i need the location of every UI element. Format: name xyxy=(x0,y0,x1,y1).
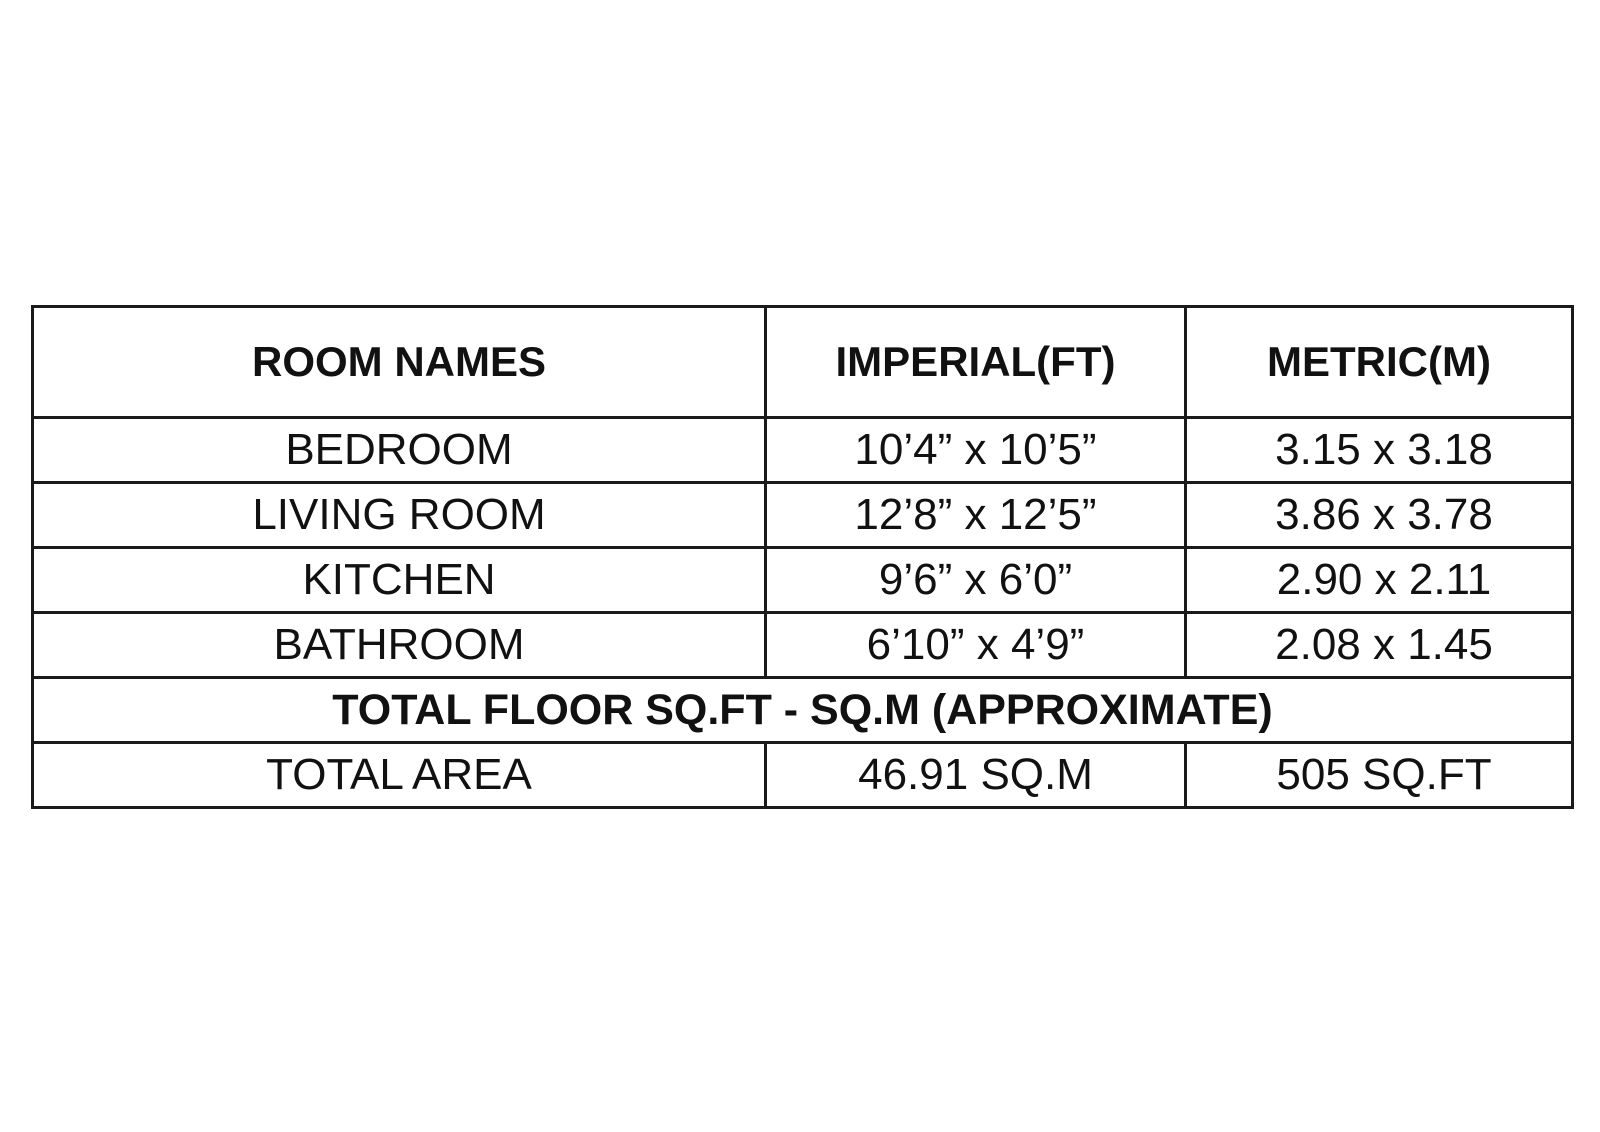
imperial-cell: 12’8” x 12’5” xyxy=(766,483,1186,548)
summary-row xyxy=(33,678,1573,743)
table-row xyxy=(33,613,1573,678)
total-area-label: TOTAL AREA xyxy=(33,743,766,808)
table-header-row xyxy=(33,307,1573,418)
imperial-cell: 6’10” x 4’9” xyxy=(766,613,1186,678)
room-name-cell: BATHROOM xyxy=(33,613,766,678)
table-row xyxy=(33,548,1573,613)
metric-cell: 2.08 x 1.45 xyxy=(1186,613,1573,678)
total-area-row xyxy=(33,743,1573,808)
imperial-cell: 10’4” x 10’5” xyxy=(766,418,1186,483)
room-name-cell: BEDROOM xyxy=(33,418,766,483)
metric-cell: 3.15 x 3.18 xyxy=(1186,418,1573,483)
header-room-names: ROOM NAMES xyxy=(33,307,766,418)
header-imperial: IMPERIAL(FT) xyxy=(766,307,1186,418)
metric-cell: 2.90 x 2.11 xyxy=(1186,548,1573,613)
metric-cell: 3.86 x 3.78 xyxy=(1186,483,1573,548)
room-dimensions-table xyxy=(31,305,1574,809)
total-sqm-cell: 46.91 SQ.M xyxy=(766,743,1186,808)
room-name-cell: LIVING ROOM xyxy=(33,483,766,548)
total-floor-label: TOTAL FLOOR SQ.FT - SQ.M (APPROXIMATE) xyxy=(33,678,1573,743)
imperial-cell: 9’6” x 6’0” xyxy=(766,548,1186,613)
table-row xyxy=(33,483,1573,548)
room-name-cell: KITCHEN xyxy=(33,548,766,613)
header-metric: METRIC(M) xyxy=(1186,307,1573,418)
table-row xyxy=(33,418,1573,483)
total-sqft-cell: 505 SQ.FT xyxy=(1186,743,1573,808)
